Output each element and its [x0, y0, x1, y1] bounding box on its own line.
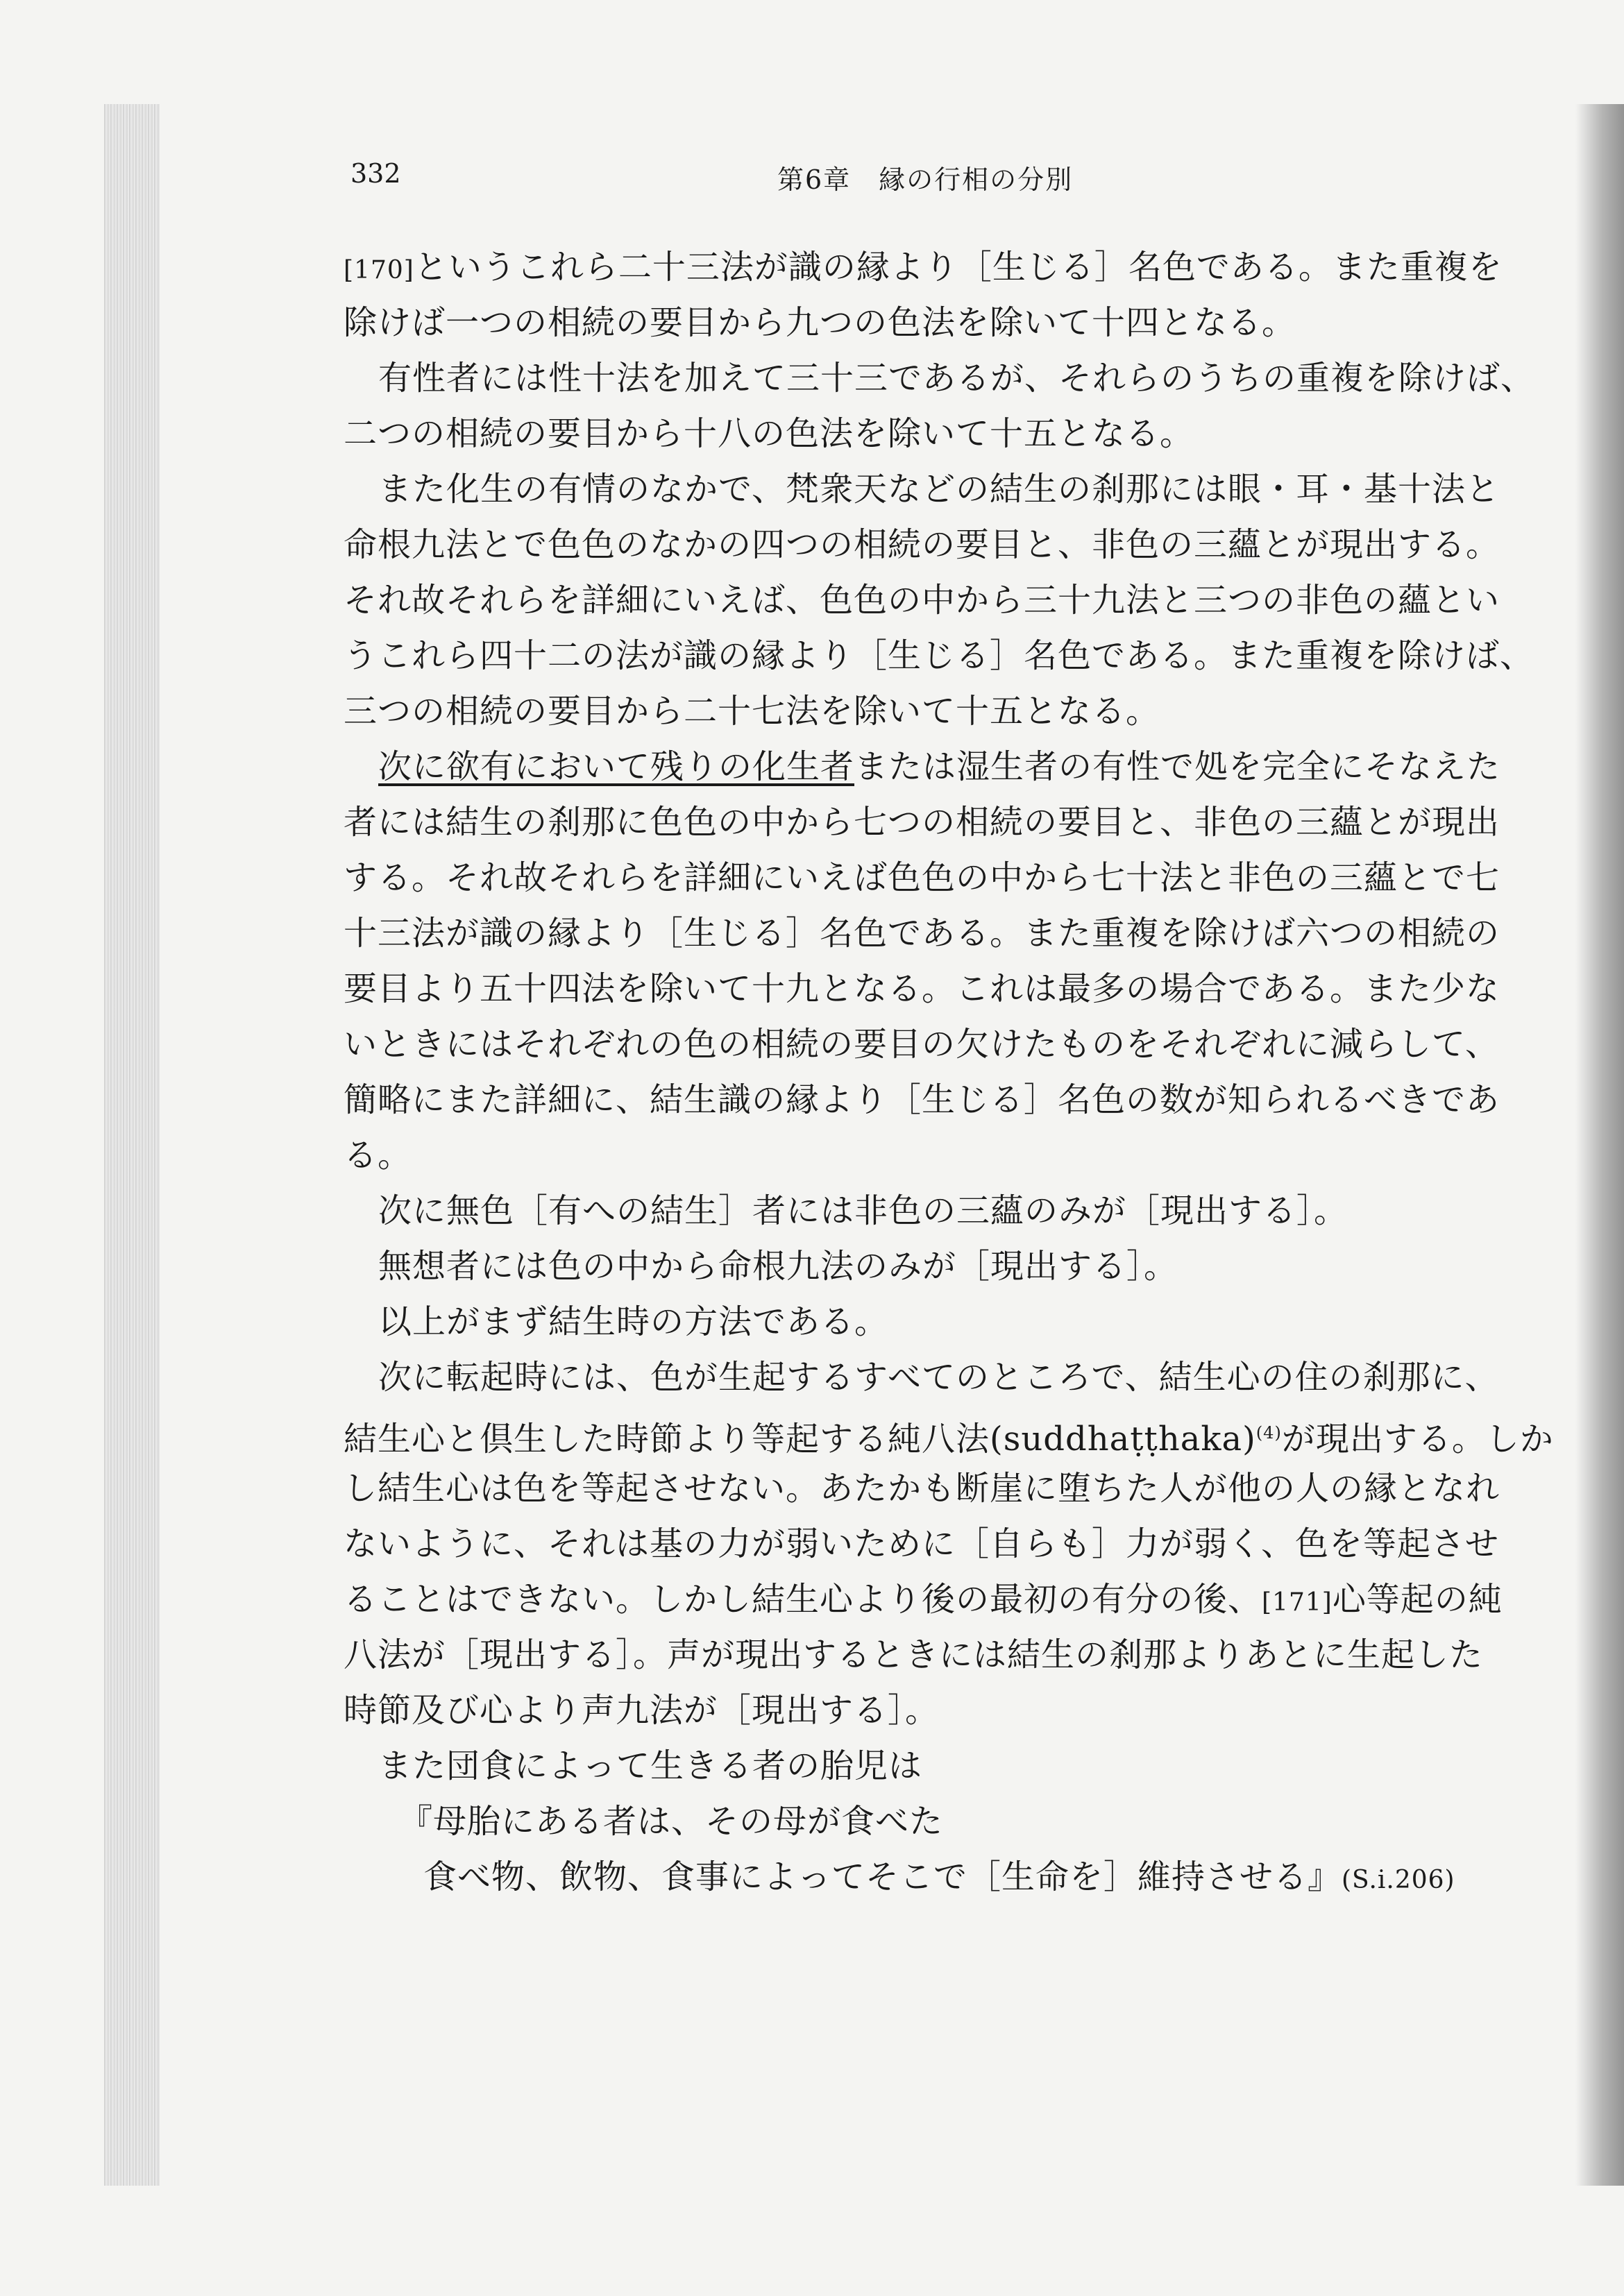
- page-marker: [171]: [1262, 1588, 1333, 1617]
- text-line: また団食によって生きる者の胎児は: [378, 1746, 923, 1785]
- text-line: 二つの相続の要目から十八の色法を除いて十五となる。: [344, 414, 1194, 453]
- text-line: また化生の有情のなかで、梵衆天などの結生の刹那には眼・耳・基十法と: [378, 470, 1500, 509]
- text-line: 三つの相続の要目から二十七法を除いて十五となる。: [344, 692, 1160, 731]
- text-line: 命根九法とで色色のなかの四つの相続の要目と、非色の三蘊とが現出する。: [344, 525, 1500, 564]
- text-line: 次に欲有において残りの化生者または湿生者の有性で処を完全にそなえた: [378, 747, 1501, 786]
- text-line: 以上がまず結生時の方法である。: [378, 1302, 889, 1341]
- text-line: [170]というこれら二十三法が識の縁より［生じる］名色である。また重複を: [344, 248, 1503, 287]
- text-line: 結生心と倶生した時節より等起する純八法(suddhaṭṭhaka)$^{(4)}$が現出する。しか: [344, 1420, 1554, 1459]
- text-line: する。それ故それらを詳細にいえば色色の中から七十法と非色の三蘊とで七: [344, 858, 1500, 897]
- text-line: 除けば一つの相続の要目から九つの色法を除いて十四となる。: [344, 303, 1296, 342]
- text-line: 八法が［現出する］。声が現出するときには結生の刹那よりあとに生起した: [344, 1635, 1484, 1674]
- scan-left-edge: [104, 104, 160, 2186]
- text-line: し結生心は色を等起させない。あたかも断崖に堕ちた人が他の人の縁となれ: [344, 1469, 1500, 1508]
- text-line: 要目より五十四法を除いて十九となる。これは最多の場合である。また少な: [344, 969, 1500, 1008]
- text-line: 十三法が識の縁より［生じる］名色である。また重複を除けば六つの相続の: [344, 914, 1500, 953]
- text-line: ることはできない。しかし結生心より後の最初の有分の後、[171]心等起の純: [344, 1580, 1503, 1619]
- running-head: 第6章 縁の行相の分別: [777, 164, 1074, 195]
- text-line: る。: [344, 1136, 412, 1175]
- quote-line: 『母胎にある者は、その母が食べた: [399, 1802, 944, 1841]
- text-line: それ故それらを詳細にいえば、色色の中から三十九法と三つの非色の蘊とい: [344, 581, 1500, 620]
- body-text: [344, 239, 1554, 1905]
- text-line: 者には結生の刹那に色色の中から七つの相続の要目と、非色の三蘊とが現出: [344, 803, 1500, 842]
- text-line: 時節及び心より声九法が［現出する］。: [344, 1691, 940, 1730]
- note-reference: (4): [1255, 1423, 1282, 1443]
- page-marker: [170]: [344, 256, 414, 284]
- text-line: 次に転起時には、色が生起するすべてのところで、結生心の住の刹那に、: [378, 1358, 1499, 1397]
- quote-line: 食べ物、飲物、食事によってそこで［生命を］維持させる』(S.i.206): [423, 1857, 1455, 1896]
- page-number: 332: [350, 158, 401, 189]
- citation: (S.i.206): [1342, 1866, 1455, 1894]
- text-line: 有性者には性十法を加えて三十三であるが、それらのうちの重複を除けば、: [378, 359, 1535, 398]
- text-line: 無想者には色の中から命根九法のみが［現出する］。: [378, 1247, 1178, 1286]
- text-line: うこれら四十二の法が識の縁より［生じる］名色である。また重複を除けば、: [344, 636, 1534, 675]
- text-line: 簡略にまた詳細に、結生識の縁より［生じる］名色の数が知られるべきであ: [344, 1080, 1500, 1119]
- page-header: [350, 158, 1516, 200]
- scan-right-edge: [1575, 104, 1624, 2186]
- text-line: ないように、それは基の力が弱いために［自らも］力が弱く、色を等起させ: [344, 1524, 1500, 1563]
- text-line: 次に無色［有への結生］者には非色の三蘊のみが［現出する］。: [378, 1191, 1348, 1230]
- underlined-phrase: 次に欲有において残りの化生者: [378, 747, 855, 786]
- text-line: いときにはそれぞれの色の相続の要目の欠けたものをそれぞれに減らして、: [344, 1025, 1500, 1064]
